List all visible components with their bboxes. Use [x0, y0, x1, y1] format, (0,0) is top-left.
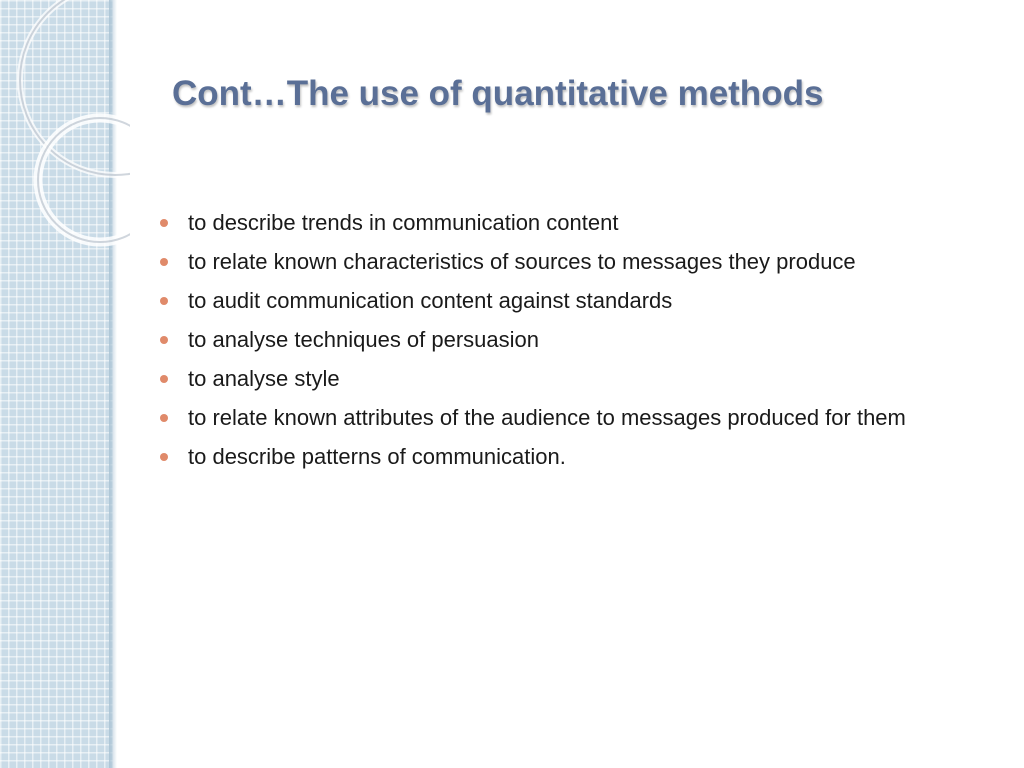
bullet-list: [160, 208, 980, 481]
bullet-dot-icon: [160, 219, 168, 227]
bullet-text: to audit communication content against standards: [188, 288, 673, 313]
bullet-item: [160, 208, 980, 238]
bullet-dot-icon: [160, 297, 168, 305]
decorative-rings-graphic: [0, 0, 130, 260]
bullet-item: [160, 364, 980, 394]
bullet-item: [160, 403, 980, 433]
bullet-text: to relate known attributes of the audience to messages produced for them: [188, 405, 906, 430]
bullet-text: to analyse style: [188, 366, 340, 391]
slide-title: Cont…The use of quantitative methods: [172, 74, 824, 113]
bullet-dot-icon: [160, 336, 168, 344]
bullet-text: to relate known characteristics of sources to messages they produce: [188, 249, 856, 274]
bullet-text: to describe patterns of communication.: [188, 444, 566, 469]
bullet-item: [160, 442, 980, 472]
bullet-text: to describe trends in communication content: [188, 210, 619, 235]
bullet-dot-icon: [160, 375, 168, 383]
bullet-dot-icon: [160, 414, 168, 422]
bullet-item: [160, 325, 980, 355]
bullet-dot-icon: [160, 453, 168, 461]
bullet-text: to analyse techniques of persuasion: [188, 327, 540, 352]
bullet-item: [160, 286, 980, 316]
bullet-item: [160, 247, 980, 277]
bullet-dot-icon: [160, 258, 168, 266]
